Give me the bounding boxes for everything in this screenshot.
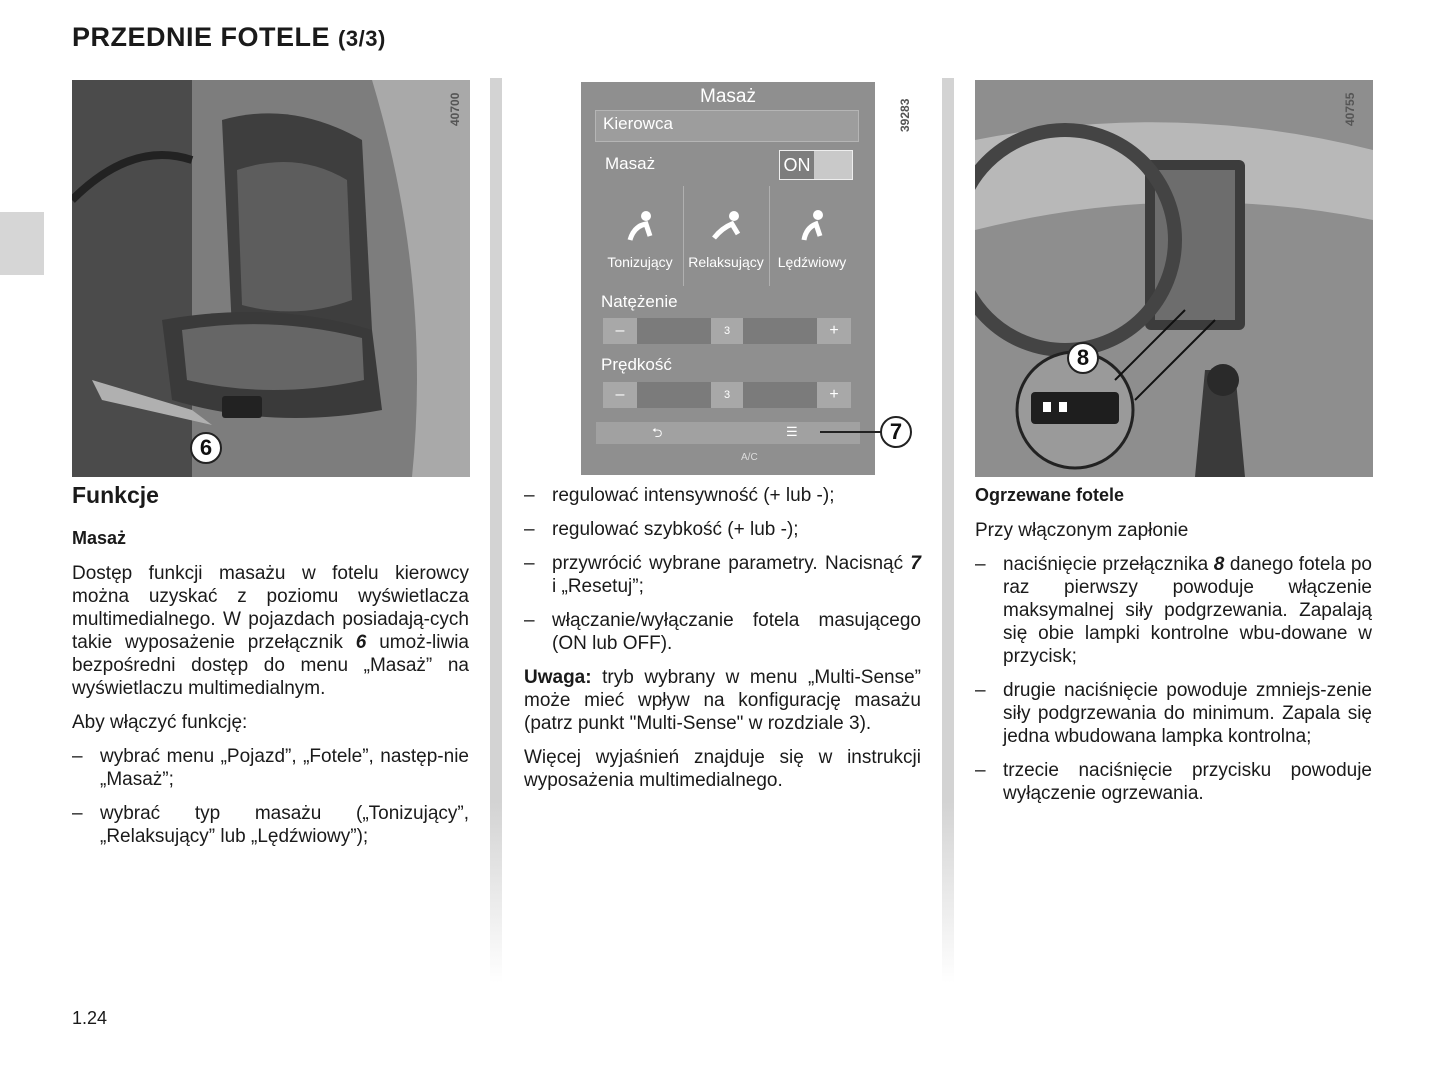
list-item: – przywrócić wybrane parametry. Nacisnąć 7 i „Resetuj”; [524, 552, 921, 598]
column-2 [524, 484, 921, 803]
dashboard-illustration [975, 80, 1373, 477]
instructions-intro: Aby włączyć funkcję: [72, 712, 248, 733]
massage-lumbar-icon [792, 206, 832, 246]
list-item: – drugie naciśnięcie powoduje zmniejs-zenie siły podgrzewania do minimum. Zapala się jedna wbudowana lampka kontrolna; [975, 679, 1372, 748]
list-item: – włączanie/wyłączanie fotela masującego (ON lub OFF). [524, 609, 921, 655]
list-item: – wybrać menu „Pojazd”, „Fotele”, następ-nie „Masaż”; [72, 745, 469, 791]
mode-label: Lędźwiowy [777, 254, 847, 270]
massage-label: Masaż [605, 154, 656, 173]
ref-6: 6 [355, 632, 367, 653]
toggle-state: ON [780, 151, 814, 179]
figure-code: 40755 [1343, 92, 1357, 126]
steps-list [72, 745, 469, 848]
speed-stepper[interactable] [603, 382, 851, 408]
ref-7: 7 [910, 553, 921, 574]
column-divider-1 [490, 78, 502, 983]
figure-code: 40700 [448, 92, 462, 126]
intensity-minus-button[interactable]: – [603, 318, 637, 344]
massage-tonic-icon [620, 206, 660, 246]
intensity-value: 3 [711, 318, 743, 344]
back-icon[interactable]: ⮌ [652, 425, 663, 440]
speed-value: 3 [711, 382, 743, 408]
note-paragraph: Uwaga: tryb wybrany w menu „Multi-Sense” może mieć wpływ na konfigurację masażu (patrz punkt "Multi-Sense" w rozdziale 3). [524, 667, 921, 734]
section-heading: Funkcje [72, 482, 159, 508]
list-item: – naciśnięcie przełącznika 8 danego fotela po raz pierwszy powoduje włączenie maksymalnej siły podgrzewania. Zapalają się obie lampki kontrolne wbu-dowane w przycisk; [975, 553, 1372, 668]
intensity-stepper[interactable] [603, 318, 851, 344]
mode-relaksujacy[interactable] [683, 186, 770, 286]
page-title-suffix: (3/3) [338, 26, 386, 51]
steps-list-cont [524, 484, 921, 655]
speed-plus-button[interactable]: + [817, 382, 851, 408]
massage-toggle[interactable] [779, 150, 853, 180]
ref-8: 8 [1213, 554, 1225, 575]
screen-title: Masaż [700, 86, 756, 107]
intensity-label: Natężenie [601, 292, 678, 311]
ac-label: A/C [741, 452, 758, 463]
subsection-heading: Masaż [72, 528, 127, 548]
chapter-tab [0, 212, 44, 275]
massage-screen [581, 82, 875, 475]
list-item: – regulować szybkość (+ lub -); [524, 518, 921, 541]
intro-paragraph: Dostęp funkcji masażu w fotelu kierowcy można uzyskać z poziomu wyświetlacza multimedialnego. W pojazdach posiadają-cych takie wyposażenie przełącznik 6 umoż-liwia bezpośredni dostęp do menu „Masaż” na wyświetlaczu multimedialnym. [72, 563, 469, 699]
mode-tonizujacy[interactable] [597, 186, 684, 286]
menu-icon[interactable]: ☰ [786, 424, 798, 439]
column-3 [975, 484, 1372, 816]
subsection-heading: Ogrzewane fotele [975, 485, 1125, 505]
note-label: Uwaga: [524, 667, 592, 688]
heating-steps-list [975, 553, 1372, 805]
speed-label: Prędkość [601, 355, 672, 374]
speed-minus-button[interactable]: – [603, 382, 637, 408]
page-number: 1.24 [72, 1008, 108, 1028]
massage-relax-icon [706, 206, 746, 246]
page-title: PRZEDNIE FOTELE (3/3) [72, 22, 386, 52]
intensity-plus-button[interactable]: + [817, 318, 851, 344]
callout-6: 6 [190, 432, 222, 464]
intro-paragraph: Przy włączonym zapłonie [975, 520, 1189, 541]
mode-label: Tonizujący [607, 254, 673, 270]
mode-label: Relaksujący [688, 254, 764, 270]
list-item: – wybrać typ masażu („Tonizujący”, „Relaksujący” lub „Lędźwiowy”); [72, 802, 469, 848]
seat-photo [72, 80, 470, 477]
more-info-paragraph: Więcej wyjaśnień znajduje się w instrukcji wyposażenia multimedialnego. [524, 747, 921, 791]
column-1 [72, 484, 469, 859]
figure-code: 39283 [898, 98, 912, 132]
list-item: – regulować intensywność (+ lub -); [524, 484, 921, 507]
seat-illustration [72, 80, 470, 477]
callout-7-leader [820, 430, 882, 434]
driver-label: Kierowca [603, 114, 673, 133]
mode-ledzwiowy[interactable] [769, 186, 855, 286]
callout-8: 8 [1067, 342, 1099, 374]
list-item: – trzecie naciśnięcie przycisku powoduje wyłączenie ogrzewania. [975, 759, 1372, 805]
column-divider-2 [942, 78, 954, 983]
callout-7: 7 [880, 416, 912, 448]
dashboard-photo [975, 80, 1373, 477]
